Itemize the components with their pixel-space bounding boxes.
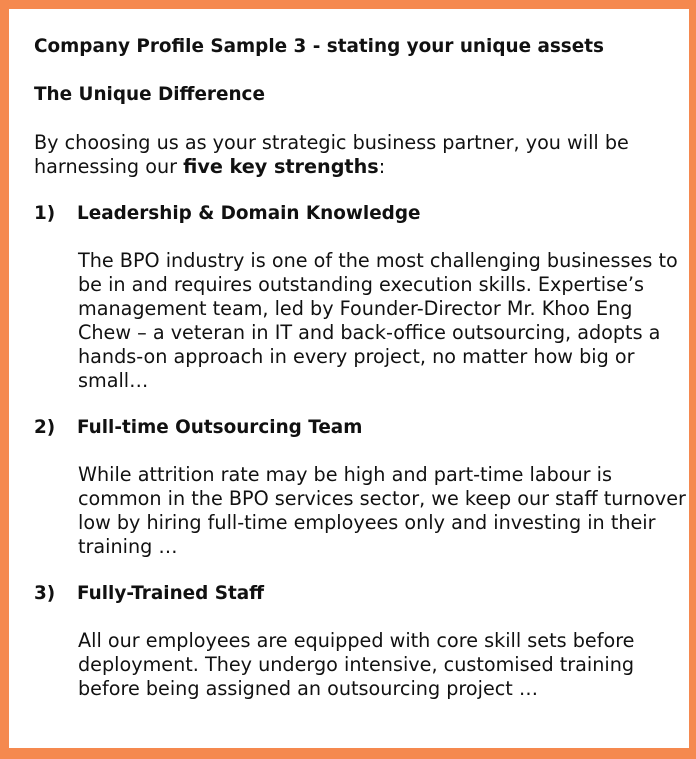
- body-line: be in and requires outstanding execution skills. Expertise’s: [78, 273, 644, 296]
- section-heading-text: Full-time Outsourcing Team: [77, 417, 363, 438]
- body-line: common in the BPO services sector, we keep our staff turnover: [78, 487, 686, 510]
- document-subtitle: The Unique Difference: [34, 84, 265, 105]
- section-heading-trained-staff: [34, 582, 696, 606]
- document-title: Company Profile Sample 3 - stating your unique assets: [34, 36, 604, 57]
- body-line: low by hiring full-time employees only and investing in their: [78, 511, 656, 534]
- body-line: management team, led by Founder-Director Mr. Khoo Eng: [78, 297, 633, 320]
- body-line: hands-on approach in every project, no matter how big or: [78, 345, 635, 368]
- section-body-leadership: [78, 249, 696, 393]
- intro-bold-phrase: five key strengths: [183, 155, 379, 178]
- section-heading-outsourcing-team: [34, 416, 696, 440]
- section-number: 2): [34, 417, 56, 438]
- body-line: While attrition rate may be high and part-time labour is: [78, 463, 612, 486]
- section-number: 1): [34, 203, 56, 224]
- intro-line: [34, 155, 696, 179]
- document-content: [34, 35, 696, 724]
- section-body-outsourcing-team: [78, 463, 696, 559]
- intro-line-suffix: :: [378, 155, 386, 178]
- body-line: Chew – a veteran in IT and back-office outsourcing, adopts a: [78, 321, 661, 344]
- body-line: The BPO industry is one of the most challenging businesses to: [78, 249, 678, 272]
- body-line: All our employees are equipped with core skill sets before: [78, 629, 635, 652]
- body-line: before being assigned an outsourcing project …: [78, 677, 539, 700]
- section-number: 3): [34, 583, 56, 604]
- body-line: small…: [78, 369, 149, 392]
- section-heading-leadership: [34, 202, 696, 226]
- section-heading-text: Fully-Trained Staff: [77, 583, 265, 604]
- body-line: training …: [78, 535, 178, 558]
- intro-line: By choosing us as your strategic business partner, you will be: [34, 131, 629, 154]
- section-body-trained-staff: [78, 629, 696, 701]
- section-heading-text: Leadership & Domain Knowledge: [77, 203, 421, 224]
- body-line: deployment. They undergo intensive, customised training: [78, 653, 635, 676]
- intro-paragraph: [34, 131, 696, 179]
- intro-line-prefix: harnessing our: [34, 155, 184, 178]
